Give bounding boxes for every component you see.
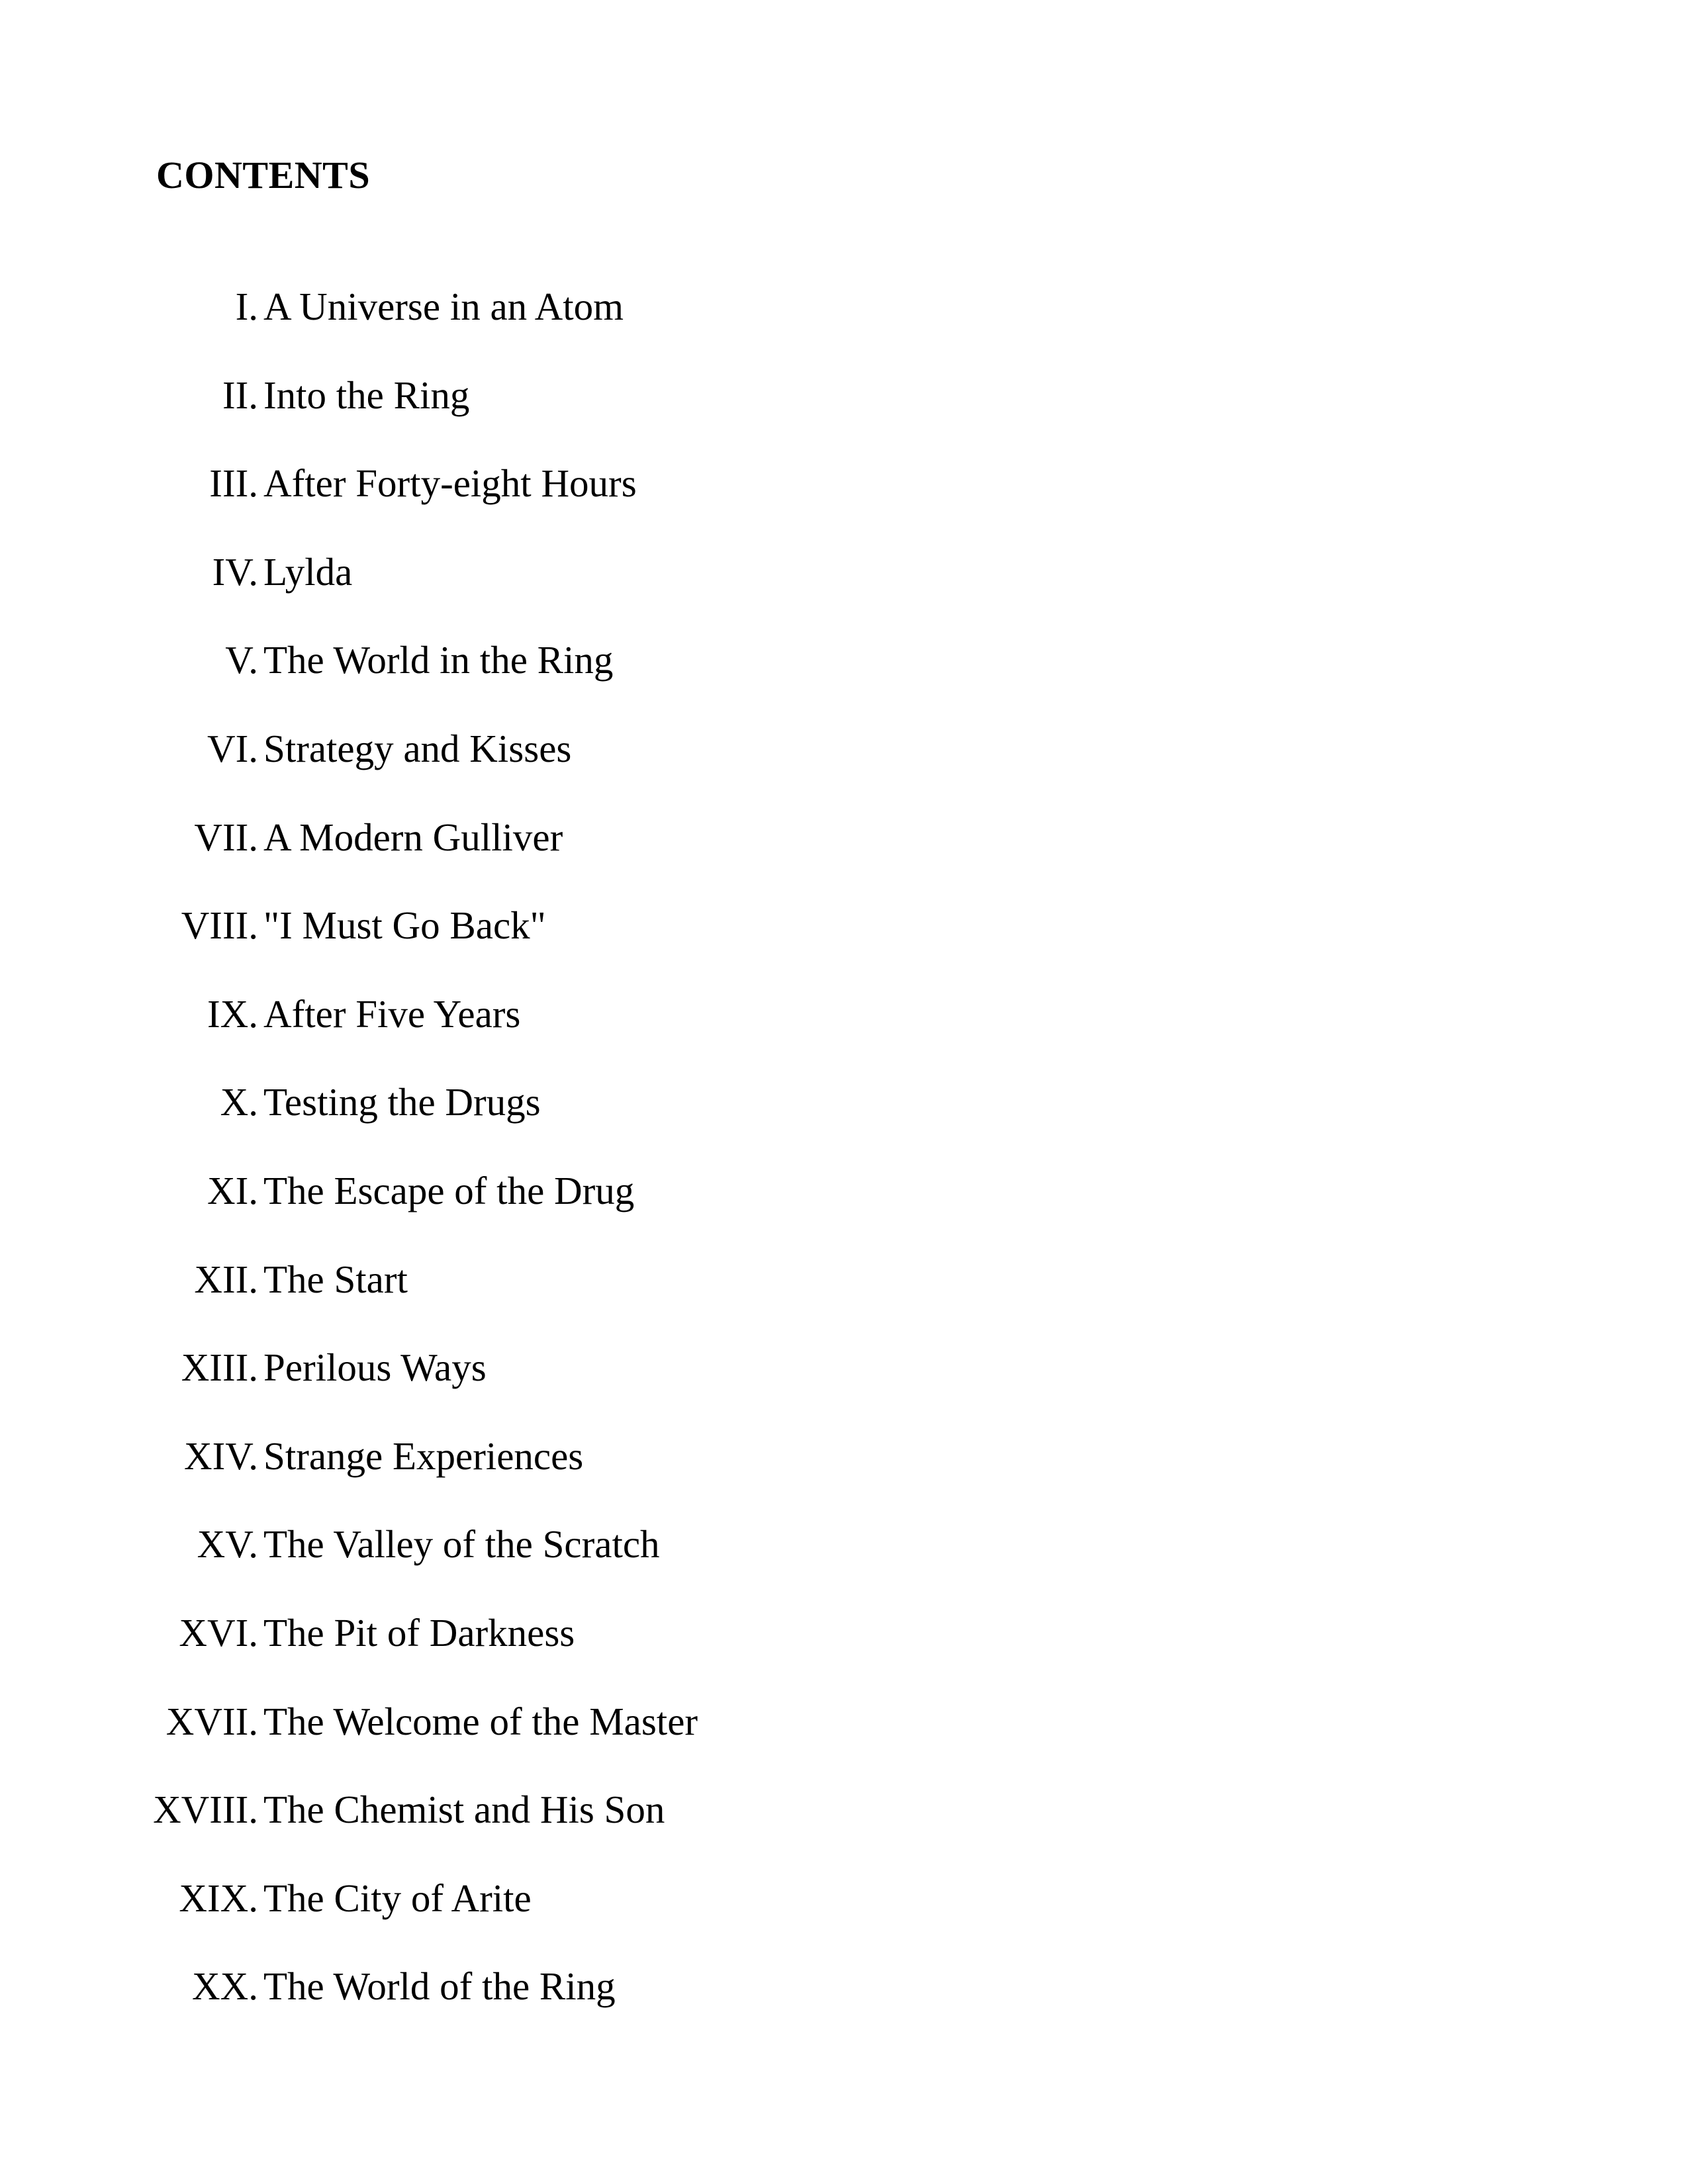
chapter-title: The City of Arite xyxy=(263,1876,532,1920)
chapter-title: Perilous Ways xyxy=(263,1345,487,1390)
chapter-numeral: XI. xyxy=(207,1168,258,1212)
chapter-title: The Pit of Darkness xyxy=(263,1610,575,1655)
chapter-numeral: XVII. xyxy=(165,1699,258,1743)
chapter-title: After Forty-eight Hours xyxy=(263,461,637,506)
chapter-numeral: XVI. xyxy=(179,1610,258,1655)
chapter-numeral: I. xyxy=(235,285,258,328)
chapter-title: The Chemist and His Son xyxy=(263,1788,665,1832)
chapter-numeral: IV. xyxy=(212,549,258,594)
chapter-title: The Escape of the Drug xyxy=(263,1168,635,1212)
chapter-numeral: XX. xyxy=(192,1964,258,2009)
chapter-title: A Modern Gulliver xyxy=(263,815,563,859)
chapter-numeral: XIV. xyxy=(183,1433,258,1478)
chapter-numeral: XVIII. xyxy=(153,1788,258,1832)
chapter-numeral: II. xyxy=(222,373,258,417)
chapter-title: The World of the Ring xyxy=(263,1964,616,2009)
contents-heading: CONTENTS xyxy=(156,154,371,197)
chapter-numeral: XV. xyxy=(197,1522,258,1567)
chapter-numeral: III. xyxy=(209,461,258,506)
chapter-numeral: VIII. xyxy=(181,903,258,948)
chapter-title: The Valley of the Scratch xyxy=(263,1522,660,1567)
chapter-title: Strange Experiences xyxy=(263,1433,584,1478)
chapter-title: Lylda xyxy=(263,549,353,594)
chapter-title: The Start xyxy=(263,1257,408,1301)
chapter-numeral: VI. xyxy=(207,726,258,770)
chapter-numeral: XIX. xyxy=(179,1876,258,1920)
chapter-title: "I Must Go Back" xyxy=(263,903,546,948)
chapter-title: A Universe in an Atom xyxy=(263,285,624,328)
chapter-title: Into the Ring xyxy=(263,373,470,417)
chapter-title: Testing the Drugs xyxy=(263,1080,541,1124)
chapter-numeral: XIII. xyxy=(181,1345,258,1390)
chapter-numeral: X. xyxy=(220,1080,258,1124)
chapter-numeral: V. xyxy=(225,638,258,682)
chapter-numeral: VII. xyxy=(194,815,258,859)
chapter-title: Strategy and Kisses xyxy=(263,726,572,770)
chapter-title: The Welcome of the Master xyxy=(263,1699,698,1743)
chapter-title: After Five Years xyxy=(263,991,521,1036)
chapter-numeral: IX. xyxy=(207,991,258,1036)
chapter-numeral: XII. xyxy=(194,1257,258,1301)
chapter-title: The World in the Ring xyxy=(263,638,614,682)
